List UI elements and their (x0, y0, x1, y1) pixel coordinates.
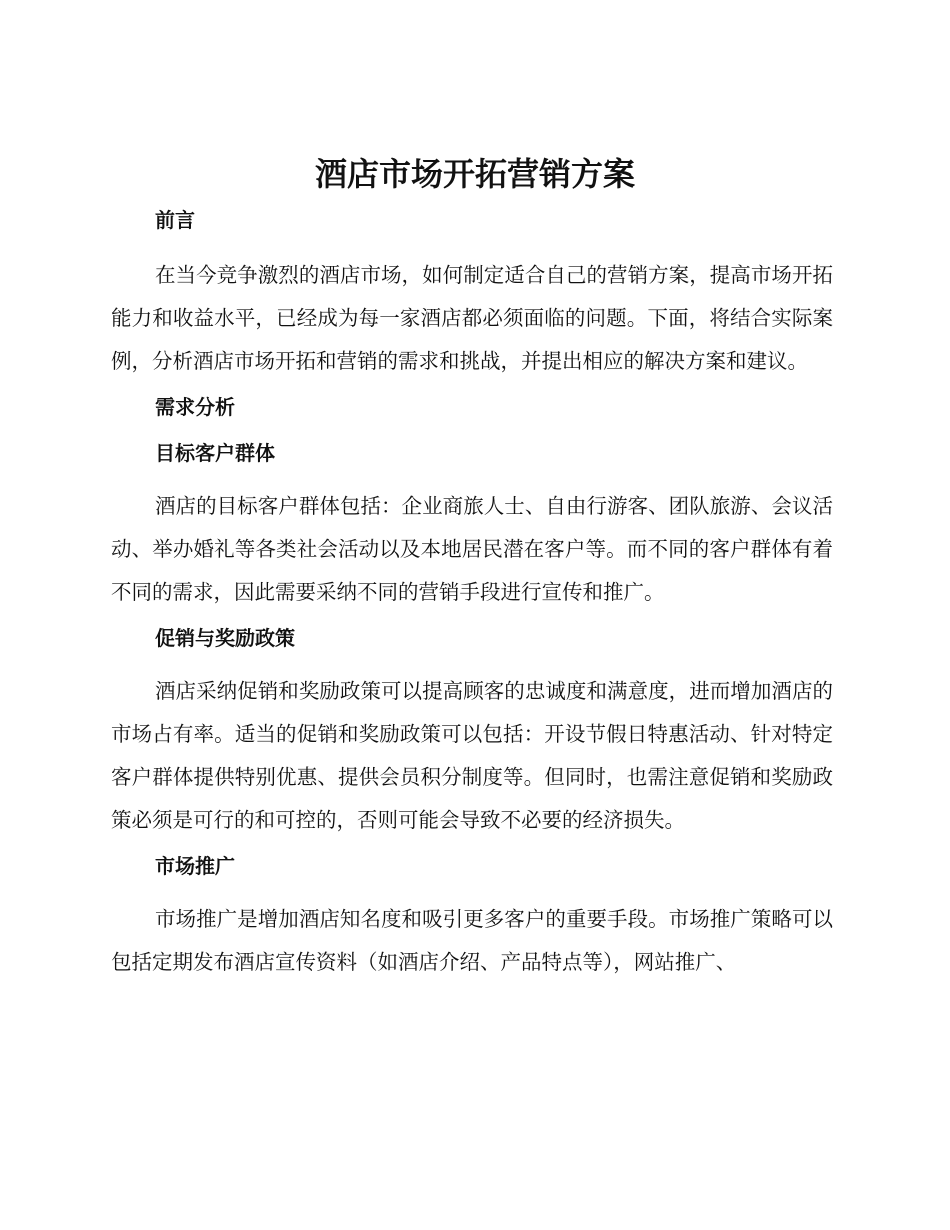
section-heading-preface: 前言 (155, 208, 195, 232)
document-title: 酒店市场开拓营销方案 (314, 155, 635, 193)
section-heading-demand-analysis: 需求分析 (155, 395, 235, 419)
paragraph-target-customers: 酒店的目标客户群体包括：企业商旅人士、自由行游客、团队旅游、会议活动、举办婚礼等各类社会活动以及本地居民潜在客户等。而不同的客户群体有着不同的需求，因此需要采纳不同的营销手段进行宣传和推广。 (111, 494, 833, 604)
paragraph-market-promotion: 市场推广是增加酒店知名度和吸引更多客户的重要手段。市场推广策略可以包括定期发布酒店宣传资料（如酒店介绍、产品特点等），网站推广、 (111, 907, 833, 974)
document-body (111, 200, 833, 988)
paragraph-promotion-policy: 酒店采纳促销和奖励政策可以提高顾客的忠诚度和满意度，进而增加酒店的市场占有率。适当的促销和奖励政策可以包括：开设节假日特惠活动、针对特定客户群体提供特别优惠、提供会员积分制度等。但同时，也需注意促销和奖励政策必须是可行的和可控的，否则可能会导致不必要的经济损失。 (111, 679, 833, 832)
paragraph-preface: 在当今竞争激烈的酒店市场，如何制定适合自己的营销方案，提高市场开拓能力和收益水平，已经成为每一家酒店都必须面临的问题。下面，将结合实际案例，分析酒店市场开拓和营销的需求和挑战，并提出相应的解决方案和建议。 (111, 263, 833, 373)
section-heading-market-promotion: 市场推广 (155, 854, 235, 878)
section-heading-target-customers: 目标客户群体 (155, 441, 275, 465)
section-heading-promotion-policy: 促销与奖励政策 (155, 626, 295, 650)
